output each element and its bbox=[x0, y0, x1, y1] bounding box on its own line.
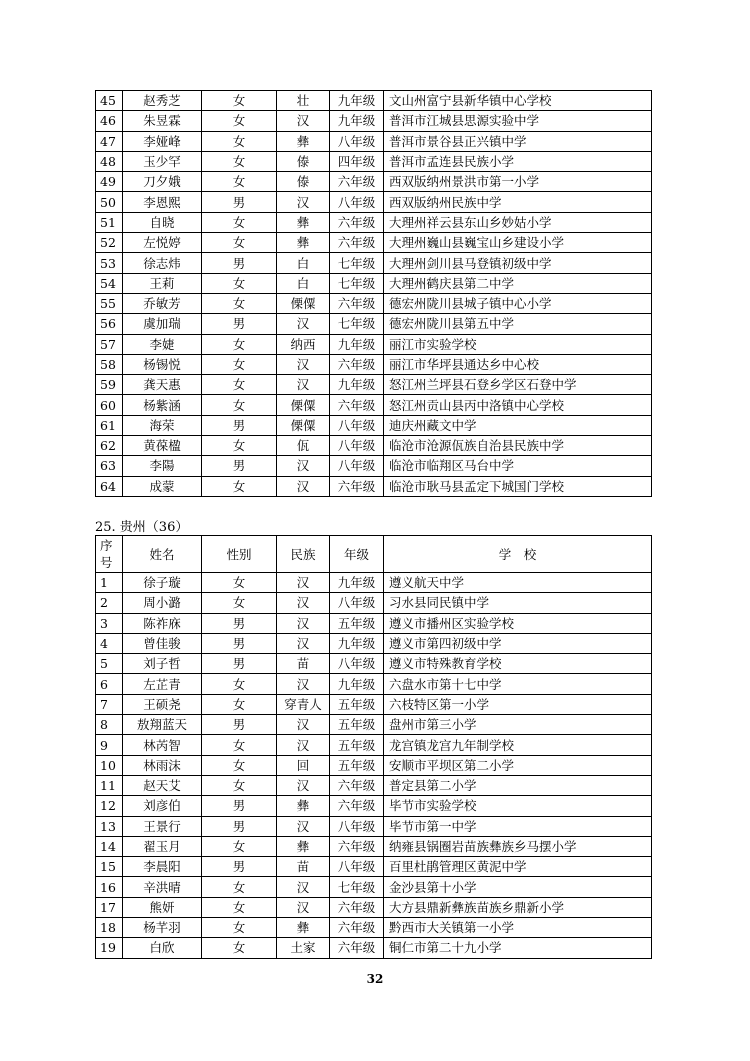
cell-name: 李晨阳 bbox=[123, 857, 202, 877]
cell-seq: 2 bbox=[96, 593, 123, 613]
cell-ethnicity: 土家 bbox=[277, 938, 330, 958]
cell-school: 毕节市第一中学 bbox=[384, 816, 652, 836]
cell-name: 白欣 bbox=[123, 938, 202, 958]
cell-name: 林雨沫 bbox=[123, 755, 202, 775]
cell-seq: 13 bbox=[96, 816, 123, 836]
cell-gender: 男 bbox=[202, 715, 277, 735]
cell-gender: 男 bbox=[202, 796, 277, 816]
cell-seq: 58 bbox=[96, 354, 123, 374]
cell-grade: 五年级 bbox=[330, 735, 384, 755]
table-row bbox=[96, 633, 652, 653]
cell-ethnicity: 汉 bbox=[277, 354, 330, 374]
cell-ethnicity: 汉 bbox=[277, 816, 330, 836]
cell-school: 西双版纳州民族中学 bbox=[384, 192, 652, 212]
cell-name: 刀夕娥 bbox=[123, 172, 202, 192]
cell-ethnicity: 佤 bbox=[277, 436, 330, 456]
table-row bbox=[96, 654, 652, 674]
cell-seq: 54 bbox=[96, 273, 123, 293]
cell-name: 徐子璇 bbox=[123, 573, 202, 593]
table-row bbox=[96, 131, 652, 151]
cell-name: 李陽 bbox=[123, 456, 202, 476]
table-row bbox=[96, 375, 652, 395]
cell-gender: 女 bbox=[202, 334, 277, 354]
table-body bbox=[96, 91, 652, 497]
cell-gender: 男 bbox=[202, 314, 277, 334]
cell-seq: 61 bbox=[96, 415, 123, 435]
cell-ethnicity: 穿青人 bbox=[277, 694, 330, 714]
cell-school: 遵义市播州区实验学校 bbox=[384, 613, 652, 633]
table-row bbox=[96, 613, 652, 633]
header-ethnicity: 民族 bbox=[277, 536, 330, 573]
cell-gender: 女 bbox=[202, 212, 277, 232]
cell-gender: 女 bbox=[202, 593, 277, 613]
cell-grade: 六年级 bbox=[330, 476, 384, 496]
cell-grade: 七年级 bbox=[330, 314, 384, 334]
cell-name: 乔敏芳 bbox=[123, 293, 202, 313]
cell-grade: 六年级 bbox=[330, 775, 384, 795]
table-row bbox=[96, 415, 652, 435]
cell-seq: 5 bbox=[96, 654, 123, 674]
table-row bbox=[96, 91, 652, 111]
table-row bbox=[96, 151, 652, 171]
cell-gender: 男 bbox=[202, 654, 277, 674]
cell-grade: 八年级 bbox=[330, 192, 384, 212]
cell-gender: 女 bbox=[202, 918, 277, 938]
cell-school: 德宏州陇川县第五中学 bbox=[384, 314, 652, 334]
cell-gender: 女 bbox=[202, 877, 277, 897]
cell-name: 朱昱霖 bbox=[123, 111, 202, 131]
cell-school: 大方县鼎新彝族苗族乡鼎新小学 bbox=[384, 897, 652, 917]
cell-seq: 52 bbox=[96, 233, 123, 253]
cell-gender: 女 bbox=[202, 674, 277, 694]
cell-name: 刘子哲 bbox=[123, 654, 202, 674]
cell-grade: 五年级 bbox=[330, 613, 384, 633]
cell-school: 毕节市实验学校 bbox=[384, 796, 652, 816]
cell-grade: 六年级 bbox=[330, 212, 384, 232]
cell-seq: 7 bbox=[96, 694, 123, 714]
table-header bbox=[96, 536, 652, 573]
cell-ethnicity: 汉 bbox=[277, 375, 330, 395]
cell-grade: 九年级 bbox=[330, 674, 384, 694]
cell-seq: 1 bbox=[96, 573, 123, 593]
cell-seq: 4 bbox=[96, 633, 123, 653]
table-row bbox=[96, 918, 652, 938]
cell-gender: 女 bbox=[202, 836, 277, 856]
cell-grade: 九年级 bbox=[330, 573, 384, 593]
cell-gender: 女 bbox=[202, 938, 277, 958]
cell-name: 陈祚庥 bbox=[123, 613, 202, 633]
page-number: 32 bbox=[366, 972, 384, 986]
cell-gender: 女 bbox=[202, 293, 277, 313]
table-row bbox=[96, 111, 652, 131]
cell-grade: 八年级 bbox=[330, 131, 384, 151]
student-table-guizhou bbox=[95, 535, 652, 959]
cell-seq: 14 bbox=[96, 836, 123, 856]
cell-seq: 63 bbox=[96, 456, 123, 476]
cell-gender: 女 bbox=[202, 897, 277, 917]
cell-gender: 女 bbox=[202, 436, 277, 456]
cell-grade: 九年级 bbox=[330, 91, 384, 111]
cell-school: 普定县第二小学 bbox=[384, 775, 652, 795]
table-row bbox=[96, 735, 652, 755]
table-row bbox=[96, 573, 652, 593]
cell-gender: 女 bbox=[202, 111, 277, 131]
cell-ethnicity: 汉 bbox=[277, 573, 330, 593]
cell-school: 丽江市实验学校 bbox=[384, 334, 652, 354]
cell-grade: 四年级 bbox=[330, 151, 384, 171]
cell-gender: 女 bbox=[202, 172, 277, 192]
cell-ethnicity: 汉 bbox=[277, 314, 330, 334]
cell-seq: 11 bbox=[96, 775, 123, 795]
cell-ethnicity: 汉 bbox=[277, 715, 330, 735]
cell-name: 杨芊羽 bbox=[123, 918, 202, 938]
cell-grade: 八年级 bbox=[330, 415, 384, 435]
cell-school: 纳雍县锅圈岩苗族彝族乡马摆小学 bbox=[384, 836, 652, 856]
cell-name: 自晓 bbox=[123, 212, 202, 232]
cell-grade: 八年级 bbox=[330, 654, 384, 674]
cell-school: 大理州剑川县马登镇初级中学 bbox=[384, 253, 652, 273]
cell-gender: 女 bbox=[202, 775, 277, 795]
cell-ethnicity: 白 bbox=[277, 273, 330, 293]
cell-gender: 男 bbox=[202, 816, 277, 836]
cell-grade: 九年级 bbox=[330, 633, 384, 653]
cell-school: 百里杜鹃管理区黄泥中学 bbox=[384, 857, 652, 877]
cell-ethnicity: 汉 bbox=[277, 897, 330, 917]
table-row bbox=[96, 334, 652, 354]
cell-gender: 女 bbox=[202, 735, 277, 755]
cell-school: 遵义航天中学 bbox=[384, 573, 652, 593]
cell-school: 怒江州贡山县丙中洛镇中心学校 bbox=[384, 395, 652, 415]
cell-name: 李恩熙 bbox=[123, 192, 202, 212]
cell-school: 大理州祥云县东山乡妙姑小学 bbox=[384, 212, 652, 232]
table-row bbox=[96, 293, 652, 313]
cell-gender: 女 bbox=[202, 694, 277, 714]
cell-name: 赵秀芝 bbox=[123, 91, 202, 111]
table-row bbox=[96, 233, 652, 253]
cell-seq: 64 bbox=[96, 476, 123, 496]
table-row bbox=[96, 172, 652, 192]
cell-grade: 六年级 bbox=[330, 233, 384, 253]
cell-seq: 16 bbox=[96, 877, 123, 897]
cell-school: 大理州巍山县巍宝山乡建设小学 bbox=[384, 233, 652, 253]
table-row bbox=[96, 253, 652, 273]
cell-name: 王硕尧 bbox=[123, 694, 202, 714]
cell-ethnicity: 彝 bbox=[277, 918, 330, 938]
cell-ethnicity: 回 bbox=[277, 755, 330, 775]
cell-name: 杨锡悦 bbox=[123, 354, 202, 374]
cell-ethnicity: 傣 bbox=[277, 151, 330, 171]
header-name: 姓名 bbox=[123, 536, 202, 573]
cell-name: 熊妍 bbox=[123, 897, 202, 917]
cell-name: 辛洪晴 bbox=[123, 877, 202, 897]
table-row bbox=[96, 314, 652, 334]
header-grade: 年级 bbox=[330, 536, 384, 573]
cell-name: 左芷青 bbox=[123, 674, 202, 694]
cell-ethnicity: 汉 bbox=[277, 456, 330, 476]
cell-gender: 女 bbox=[202, 755, 277, 775]
cell-name: 海荣 bbox=[123, 415, 202, 435]
cell-school: 大理州鹤庆县第二中学 bbox=[384, 273, 652, 293]
cell-gender: 男 bbox=[202, 253, 277, 273]
cell-grade: 五年级 bbox=[330, 715, 384, 735]
cell-grade: 七年级 bbox=[330, 877, 384, 897]
table-row bbox=[96, 897, 652, 917]
cell-gender: 女 bbox=[202, 91, 277, 111]
cell-school: 西双版纳州景洪市第一小学 bbox=[384, 172, 652, 192]
cell-grade: 八年级 bbox=[330, 456, 384, 476]
cell-grade: 九年级 bbox=[330, 111, 384, 131]
cell-seq: 18 bbox=[96, 918, 123, 938]
cell-gender: 男 bbox=[202, 415, 277, 435]
cell-grade: 八年级 bbox=[330, 857, 384, 877]
cell-gender: 男 bbox=[202, 192, 277, 212]
cell-seq: 47 bbox=[96, 131, 123, 151]
cell-ethnicity: 彝 bbox=[277, 233, 330, 253]
cell-ethnicity: 汉 bbox=[277, 674, 330, 694]
cell-ethnicity: 彝 bbox=[277, 131, 330, 151]
cell-name: 曾佳骏 bbox=[123, 633, 202, 653]
cell-school: 怒江州兰坪县石登乡学区石登中学 bbox=[384, 375, 652, 395]
cell-ethnicity: 汉 bbox=[277, 613, 330, 633]
table-row bbox=[96, 674, 652, 694]
cell-name: 李娅峰 bbox=[123, 131, 202, 151]
cell-ethnicity: 纳西 bbox=[277, 334, 330, 354]
table-row bbox=[96, 796, 652, 816]
cell-seq: 50 bbox=[96, 192, 123, 212]
cell-name: 周小潞 bbox=[123, 593, 202, 613]
cell-name: 玉少罕 bbox=[123, 151, 202, 171]
cell-grade: 六年级 bbox=[330, 836, 384, 856]
cell-school: 普洱市孟连县民族小学 bbox=[384, 151, 652, 171]
cell-school: 遵义市第四初级中学 bbox=[384, 633, 652, 653]
table-row bbox=[96, 476, 652, 496]
cell-gender: 女 bbox=[202, 233, 277, 253]
cell-ethnicity: 傈僳 bbox=[277, 293, 330, 313]
cell-school: 德宏州陇川县城子镇中心小学 bbox=[384, 293, 652, 313]
cell-school: 普洱市景谷县正兴镇中学 bbox=[384, 131, 652, 151]
cell-grade: 八年级 bbox=[330, 816, 384, 836]
cell-ethnicity: 汉 bbox=[277, 633, 330, 653]
cell-seq: 17 bbox=[96, 897, 123, 917]
cell-name: 虞加瑞 bbox=[123, 314, 202, 334]
cell-seq: 9 bbox=[96, 735, 123, 755]
cell-name: 左悦婷 bbox=[123, 233, 202, 253]
cell-name: 赵天艾 bbox=[123, 775, 202, 795]
table-row bbox=[96, 775, 652, 795]
cell-name: 王莉 bbox=[123, 273, 202, 293]
cell-name: 林芮智 bbox=[123, 735, 202, 755]
cell-seq: 55 bbox=[96, 293, 123, 313]
cell-ethnicity: 傈僳 bbox=[277, 395, 330, 415]
cell-gender: 女 bbox=[202, 573, 277, 593]
table-row bbox=[96, 715, 652, 735]
cell-grade: 五年级 bbox=[330, 694, 384, 714]
cell-ethnicity: 彝 bbox=[277, 212, 330, 232]
cell-school: 普洱市江城县思源实验中学 bbox=[384, 111, 652, 131]
header-gender: 性别 bbox=[202, 536, 277, 573]
cell-school: 临沧市临翔区马台中学 bbox=[384, 456, 652, 476]
cell-name: 王景行 bbox=[123, 816, 202, 836]
cell-gender: 女 bbox=[202, 395, 277, 415]
table-row bbox=[96, 694, 652, 714]
cell-name: 杨紫涵 bbox=[123, 395, 202, 415]
table-row bbox=[96, 354, 652, 374]
cell-ethnicity: 汉 bbox=[277, 735, 330, 755]
cell-school: 安顺市平坝区第二小学 bbox=[384, 755, 652, 775]
cell-ethnicity: 傣 bbox=[277, 172, 330, 192]
cell-seq: 15 bbox=[96, 857, 123, 877]
header-row bbox=[96, 536, 652, 573]
table-row bbox=[96, 456, 652, 476]
cell-grade: 六年级 bbox=[330, 172, 384, 192]
cell-ethnicity: 苗 bbox=[277, 857, 330, 877]
table-row bbox=[96, 212, 652, 232]
cell-grade: 九年级 bbox=[330, 334, 384, 354]
cell-grade: 六年级 bbox=[330, 354, 384, 374]
cell-grade: 五年级 bbox=[330, 755, 384, 775]
cell-name: 敖翔蓝天 bbox=[123, 715, 202, 735]
header-school: 学 校 bbox=[384, 536, 652, 573]
cell-name: 李婕 bbox=[123, 334, 202, 354]
cell-ethnicity: 汉 bbox=[277, 877, 330, 897]
cell-gender: 女 bbox=[202, 131, 277, 151]
cell-name: 龚天惠 bbox=[123, 375, 202, 395]
cell-gender: 男 bbox=[202, 613, 277, 633]
cell-name: 徐志炜 bbox=[123, 253, 202, 273]
cell-seq: 59 bbox=[96, 375, 123, 395]
cell-ethnicity: 汉 bbox=[277, 192, 330, 212]
header-seq: 序号 bbox=[96, 536, 123, 573]
cell-school: 六盘水市第十七中学 bbox=[384, 674, 652, 694]
cell-grade: 七年级 bbox=[330, 273, 384, 293]
table-row bbox=[96, 395, 652, 415]
cell-seq: 53 bbox=[96, 253, 123, 273]
cell-ethnicity: 汉 bbox=[277, 775, 330, 795]
student-table-yunnan bbox=[95, 90, 652, 497]
cell-seq: 12 bbox=[96, 796, 123, 816]
table-row bbox=[96, 436, 652, 456]
cell-seq: 48 bbox=[96, 151, 123, 171]
table-row bbox=[96, 816, 652, 836]
cell-grade: 六年级 bbox=[330, 918, 384, 938]
cell-seq: 46 bbox=[96, 111, 123, 131]
cell-seq: 3 bbox=[96, 613, 123, 633]
cell-gender: 女 bbox=[202, 476, 277, 496]
cell-seq: 8 bbox=[96, 715, 123, 735]
cell-grade: 七年级 bbox=[330, 253, 384, 273]
cell-seq: 49 bbox=[96, 172, 123, 192]
cell-grade: 八年级 bbox=[330, 593, 384, 613]
cell-gender: 男 bbox=[202, 633, 277, 653]
cell-school: 黔西市大关镇第一小学 bbox=[384, 918, 652, 938]
cell-school: 遵义市特殊教育学校 bbox=[384, 654, 652, 674]
table-row bbox=[96, 938, 652, 958]
cell-gender: 女 bbox=[202, 151, 277, 171]
cell-gender: 女 bbox=[202, 273, 277, 293]
cell-ethnicity: 彝 bbox=[277, 796, 330, 816]
cell-name: 翟玉月 bbox=[123, 836, 202, 856]
cell-ethnicity: 汉 bbox=[277, 111, 330, 131]
section-title: 25. 贵州（36） bbox=[95, 520, 189, 535]
table-row bbox=[96, 192, 652, 212]
cell-school: 龙宫镇龙宫九年制学校 bbox=[384, 735, 652, 755]
cell-gender: 男 bbox=[202, 456, 277, 476]
cell-gender: 女 bbox=[202, 375, 277, 395]
cell-ethnicity: 苗 bbox=[277, 654, 330, 674]
cell-school: 习水县同民镇中学 bbox=[384, 593, 652, 613]
cell-school: 六枝特区第一小学 bbox=[384, 694, 652, 714]
table-row bbox=[96, 857, 652, 877]
cell-grade: 九年级 bbox=[330, 375, 384, 395]
cell-seq: 10 bbox=[96, 755, 123, 775]
cell-name: 成蒙 bbox=[123, 476, 202, 496]
table-row bbox=[96, 593, 652, 613]
cell-grade: 八年级 bbox=[330, 436, 384, 456]
cell-seq: 45 bbox=[96, 91, 123, 111]
cell-school: 迪庆州藏文中学 bbox=[384, 415, 652, 435]
table-body bbox=[96, 573, 652, 959]
cell-gender: 女 bbox=[202, 354, 277, 374]
cell-grade: 六年级 bbox=[330, 293, 384, 313]
table-row bbox=[96, 273, 652, 293]
cell-name: 刘彦伯 bbox=[123, 796, 202, 816]
table-row bbox=[96, 877, 652, 897]
cell-school: 文山州富宁县新华镇中心学校 bbox=[384, 91, 652, 111]
table-row bbox=[96, 836, 652, 856]
cell-ethnicity: 彝 bbox=[277, 836, 330, 856]
cell-ethnicity: 汉 bbox=[277, 593, 330, 613]
cell-seq: 62 bbox=[96, 436, 123, 456]
cell-grade: 六年级 bbox=[330, 938, 384, 958]
cell-name: 黄葆楹 bbox=[123, 436, 202, 456]
cell-ethnicity: 汉 bbox=[277, 476, 330, 496]
cell-seq: 19 bbox=[96, 938, 123, 958]
cell-grade: 六年级 bbox=[330, 395, 384, 415]
cell-seq: 51 bbox=[96, 212, 123, 232]
cell-grade: 六年级 bbox=[330, 897, 384, 917]
cell-school: 盘州市第三小学 bbox=[384, 715, 652, 735]
cell-school: 临沧市耿马县孟定下城国门学校 bbox=[384, 476, 652, 496]
cell-school: 临沧市沧源佤族自治县民族中学 bbox=[384, 436, 652, 456]
cell-seq: 57 bbox=[96, 334, 123, 354]
cell-grade: 六年级 bbox=[330, 796, 384, 816]
cell-seq: 6 bbox=[96, 674, 123, 694]
cell-ethnicity: 傈僳 bbox=[277, 415, 330, 435]
cell-school: 金沙县第十小学 bbox=[384, 877, 652, 897]
table-row bbox=[96, 755, 652, 775]
cell-ethnicity: 白 bbox=[277, 253, 330, 273]
cell-gender: 男 bbox=[202, 857, 277, 877]
cell-school: 铜仁市第二十九小学 bbox=[384, 938, 652, 958]
cell-ethnicity: 壮 bbox=[277, 91, 330, 111]
cell-seq: 56 bbox=[96, 314, 123, 334]
cell-school: 丽江市华坪县通达乡中心校 bbox=[384, 354, 652, 374]
cell-seq: 60 bbox=[96, 395, 123, 415]
